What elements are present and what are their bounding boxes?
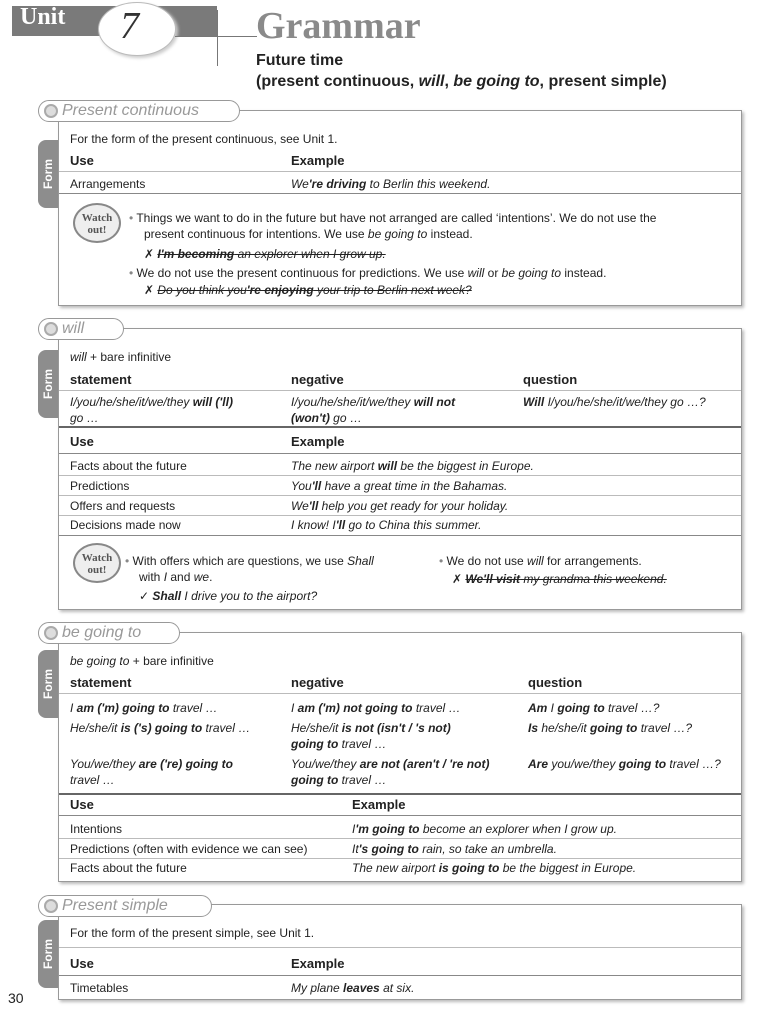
page-title: Grammar <box>256 5 421 47</box>
divider <box>59 693 741 694</box>
cross-icon: ✗ <box>144 283 158 297</box>
will-statement-header: statement <box>70 372 132 387</box>
bullet-icon: • <box>125 554 130 568</box>
going-intro <box>70 653 214 669</box>
wrong-text: Do you think you <box>157 283 247 297</box>
will-example-offers <box>291 498 508 514</box>
example-text: The new airport <box>291 459 378 473</box>
going-use-predictions: Predictions (often with evidence we can see) <box>70 842 308 856</box>
pc-watch-note-2 <box>129 265 606 281</box>
note-text: and <box>167 570 194 584</box>
form-text: You/we/they <box>70 757 139 771</box>
form-text: travel …? <box>666 757 721 771</box>
divider <box>59 495 741 496</box>
form-text: travel … <box>70 773 115 787</box>
form-bold: going to <box>291 737 339 751</box>
pc-use-arrangements: Arrangements <box>70 177 146 191</box>
tick-icon: ✓ <box>139 589 153 603</box>
form-bold: Is <box>528 721 539 735</box>
tab-bullet-icon <box>44 104 58 118</box>
example-bold: leaves <box>343 981 380 995</box>
will-question-header: question <box>523 372 578 387</box>
example-text: We <box>291 499 309 513</box>
form-tag-label: Form <box>41 939 55 969</box>
going-statement-1 <box>70 700 218 716</box>
will-example-decisions <box>291 517 482 533</box>
tab-bullet-icon <box>44 626 58 640</box>
will-wrong-example <box>452 571 667 587</box>
wrong-text: an explorer when I grow up. <box>234 247 386 261</box>
example-bold: 'm going to <box>355 822 420 836</box>
example-text: go to China this summer. <box>345 518 482 532</box>
example-text: It <box>352 842 359 856</box>
intro-text: + bare infinitive <box>86 350 172 364</box>
header-divider <box>217 10 218 66</box>
will-example-facts <box>291 458 534 474</box>
form-bold: am ('m) not going to <box>297 701 413 715</box>
will-watch-note-1b <box>139 569 212 585</box>
going-example-predictions <box>352 841 557 857</box>
subtitle-line-2 <box>256 71 667 92</box>
subtitle-going-to: be going to <box>453 73 540 90</box>
form-bold: are ('re) going to <box>138 757 233 771</box>
note-italic: be going to <box>501 266 562 280</box>
going-question-header: question <box>528 675 583 690</box>
will-use-header: Use <box>70 434 94 449</box>
form-bold: Am <box>528 701 548 715</box>
form-tag-label: Form <box>41 159 55 189</box>
example-text: have a great time in the Bahamas. <box>321 479 508 493</box>
tab-bullet-icon <box>44 322 58 336</box>
going-use-facts: Facts about the future <box>70 861 187 875</box>
note-text: instead. <box>427 227 473 241</box>
going-example-facts <box>352 860 636 876</box>
form-tag <box>38 140 58 208</box>
form-tag-label: Form <box>41 669 55 699</box>
will-use-decisions: Decisions made now <box>70 518 181 532</box>
pc-watch-note-1 <box>129 210 729 226</box>
will-watch-note-2 <box>439 553 642 569</box>
example-text: We <box>291 177 309 191</box>
note-text: We do not use the present continuous for predictions. We use <box>136 266 468 280</box>
will-negative <box>291 394 511 426</box>
example-text: rain, so take an umbrella. <box>418 842 557 856</box>
example-bold: 'll <box>335 518 346 532</box>
wrong-text: your trip to Berlin next week? <box>313 283 472 297</box>
going-question-2 <box>528 720 692 736</box>
header-rule <box>175 36 257 37</box>
example-text: become an explorer when I grow up. <box>419 822 617 836</box>
form-text: I/you/he/she/it/we/they <box>70 395 193 409</box>
intro-italic: will <box>70 350 87 364</box>
subtitle-line-1: Future time <box>256 52 344 69</box>
ps-use-header: Use <box>70 956 94 971</box>
section-be-going-to <box>58 632 742 882</box>
note-text: . <box>209 570 213 584</box>
example-text: The new airport <box>352 861 439 875</box>
form-bold: going to <box>590 721 638 735</box>
form-tag <box>38 920 58 988</box>
form-text: I/you/he/she/it/we/they <box>291 395 414 409</box>
wrong-bold: I'm becoming <box>157 247 235 261</box>
note-italic: be going to <box>367 227 428 241</box>
tab-label: will <box>62 320 85 337</box>
example-bold: 're driving <box>308 177 367 191</box>
tab-present-simple <box>38 895 212 917</box>
will-example-predictions <box>291 478 507 494</box>
bullet-icon: • <box>439 554 444 568</box>
wrong-text: my grandma this weekend. <box>520 572 667 586</box>
divider <box>59 947 741 948</box>
example-bold: 's going to <box>358 842 419 856</box>
example-bold: is going to <box>438 861 500 875</box>
note-italic: will <box>527 554 544 568</box>
form-text: go … <box>70 411 99 425</box>
form-text: I <box>70 701 77 715</box>
subtitle-will: will <box>418 73 445 90</box>
going-example-header: Example <box>352 797 406 812</box>
note-text: Things we want to do in the future but have not arranged are called ‘intentions’. We do not use the <box>136 211 657 225</box>
pc-wrong-example-1 <box>144 246 386 262</box>
form-tag <box>38 650 58 718</box>
section-present-simple <box>58 904 742 1000</box>
tab-label: Present continuous <box>62 102 199 119</box>
divider <box>59 193 741 194</box>
cross-icon: ✗ <box>144 247 158 261</box>
form-tag-label: Form <box>41 369 55 399</box>
tab-present-continuous <box>38 100 240 122</box>
ps-example-header: Example <box>291 956 345 971</box>
divider <box>59 475 741 476</box>
bullet-icon: • <box>129 211 134 225</box>
divider <box>59 535 741 536</box>
form-text: travel … <box>338 737 387 751</box>
form-tag <box>38 350 58 418</box>
pc-example-header: Example <box>291 153 345 168</box>
right-text: I drive you to the airport? <box>181 589 318 603</box>
going-statement-3 <box>70 756 275 788</box>
watch-out-icon: Watch out! <box>73 203 121 243</box>
going-use-header: Use <box>70 797 94 812</box>
note-text: We do not use <box>446 554 528 568</box>
form-text: I/you/he/she/it/we/they go …? <box>544 395 706 409</box>
example-text: help you get ready for your holiday. <box>318 499 509 513</box>
tab-label: be going to <box>62 624 142 641</box>
intro-italic: be going to <box>70 654 130 668</box>
wrong-bold: We'll visit <box>465 572 521 586</box>
going-negative-1 <box>291 700 461 716</box>
divider <box>59 390 741 391</box>
form-text: travel … <box>202 721 251 735</box>
example-text: I <box>352 822 356 836</box>
note-italic: Shall <box>347 554 374 568</box>
will-statement <box>70 394 270 426</box>
form-text: He/she/it <box>70 721 121 735</box>
divider <box>59 171 741 172</box>
going-negative-3 <box>291 756 531 788</box>
form-bold: will ('ll) <box>192 395 233 409</box>
divider <box>59 515 741 516</box>
will-watch-note-1 <box>125 553 374 569</box>
divider <box>59 426 741 428</box>
wrong-bold: 're enjoying <box>246 283 314 297</box>
going-statement-header: statement <box>70 675 132 690</box>
form-text: travel … <box>338 773 387 787</box>
form-bold: is ('s) going to <box>120 721 203 735</box>
note-italic: I <box>163 570 168 584</box>
form-bold: are not (aren't / 're not) <box>359 757 490 771</box>
watch-out-icon: Watch out! <box>73 543 121 583</box>
example-text: to Berlin this weekend. <box>366 177 491 191</box>
form-bold: (won't) <box>291 411 330 425</box>
page-number: 30 <box>8 990 24 1006</box>
subtitle-sep: , <box>444 73 454 90</box>
form-text: You/we/they <box>291 757 360 771</box>
pc-use-header: Use <box>70 153 94 168</box>
form-text: he/she/it <box>538 721 591 735</box>
divider <box>59 838 741 839</box>
form-text: travel …? <box>637 721 693 735</box>
going-negative-header: negative <box>291 675 344 690</box>
going-use-intentions: Intentions <box>70 822 123 836</box>
ps-intro: For the form of the present simple, see Unit 1. <box>70 926 315 940</box>
pc-intro: For the form of the present continuous, see Unit 1. <box>70 132 338 146</box>
example-text: My plane <box>291 981 344 995</box>
tab-bullet-icon <box>44 899 58 913</box>
form-bold: going to <box>557 701 605 715</box>
note-italic: we <box>193 570 210 584</box>
form-bold: am ('m) going to <box>76 701 170 715</box>
note-text: With offers which are questions, we use <box>132 554 348 568</box>
ps-example-timetables <box>291 980 414 996</box>
form-text: I <box>547 701 558 715</box>
will-right-example <box>139 588 317 604</box>
will-use-facts: Facts about the future <box>70 459 187 473</box>
intro-text: + bare infinitive <box>129 654 214 668</box>
tab-be-going-to <box>38 622 180 644</box>
form-text: go … <box>329 411 362 425</box>
example-text: You <box>291 479 312 493</box>
will-example-header: Example <box>291 434 345 449</box>
tab-will <box>38 318 124 340</box>
going-negative-2 <box>291 720 451 752</box>
divider <box>59 815 741 816</box>
form-text: travel …? <box>604 701 660 715</box>
form-text: He/she/it <box>291 721 342 735</box>
tab-label: Present simple <box>62 897 168 914</box>
form-bold: is not (isn't / 's not) <box>341 721 451 735</box>
note-text: or <box>484 266 502 280</box>
divider <box>59 975 741 976</box>
unit-label: Unit <box>20 4 66 30</box>
example-text: be the biggest in Europe. <box>397 459 534 473</box>
going-question-1 <box>528 700 659 716</box>
pc-example-arrangements <box>291 176 490 192</box>
example-text: I know! I <box>291 518 336 532</box>
form-text: travel … <box>169 701 218 715</box>
unit-number: 7 <box>120 5 139 47</box>
will-use-predictions: Predictions <box>70 479 130 493</box>
example-bold: will <box>377 459 398 473</box>
note-text: for arrangements. <box>543 554 642 568</box>
cross-icon: ✗ <box>452 572 466 586</box>
example-text: be the biggest in Europe. <box>499 861 637 875</box>
form-text: I <box>291 701 298 715</box>
page-subtitle <box>256 50 667 92</box>
ps-use-timetables: Timetables <box>70 981 129 995</box>
will-negative-header: negative <box>291 372 344 387</box>
form-bold: Will <box>523 395 545 409</box>
going-example-intentions <box>352 821 617 837</box>
section-will <box>58 328 742 610</box>
note-text: present continuous for intentions. We use <box>144 227 368 241</box>
going-statement-2 <box>70 720 250 736</box>
bullet-icon: • <box>129 266 134 280</box>
will-intro <box>70 349 171 365</box>
example-bold: 'll <box>311 479 322 493</box>
example-text: at six. <box>379 981 415 995</box>
note-italic: will <box>467 266 485 280</box>
pc-watch-note-1b <box>144 226 473 242</box>
divider <box>59 793 741 795</box>
going-question-3 <box>528 756 721 772</box>
form-bold: going to <box>618 757 667 771</box>
section-present-continuous <box>58 110 742 306</box>
will-question <box>523 394 706 410</box>
form-text: travel … <box>412 701 461 715</box>
form-bold: Are <box>528 757 549 771</box>
subtitle-text-end: , present simple) <box>539 73 667 90</box>
subtitle-text: (present continuous, <box>256 73 419 90</box>
form-text: you/we/they <box>548 757 619 771</box>
divider <box>59 453 741 454</box>
form-bold: going to <box>291 773 339 787</box>
right-bold: Shall <box>152 589 182 603</box>
example-bold: 'll <box>308 499 319 513</box>
form-bold: will not <box>413 395 456 409</box>
divider <box>59 858 741 859</box>
will-use-offers: Offers and requests <box>70 499 176 513</box>
note-text: instead. <box>561 266 607 280</box>
pc-wrong-example-2 <box>144 282 472 298</box>
note-text: with <box>139 570 164 584</box>
